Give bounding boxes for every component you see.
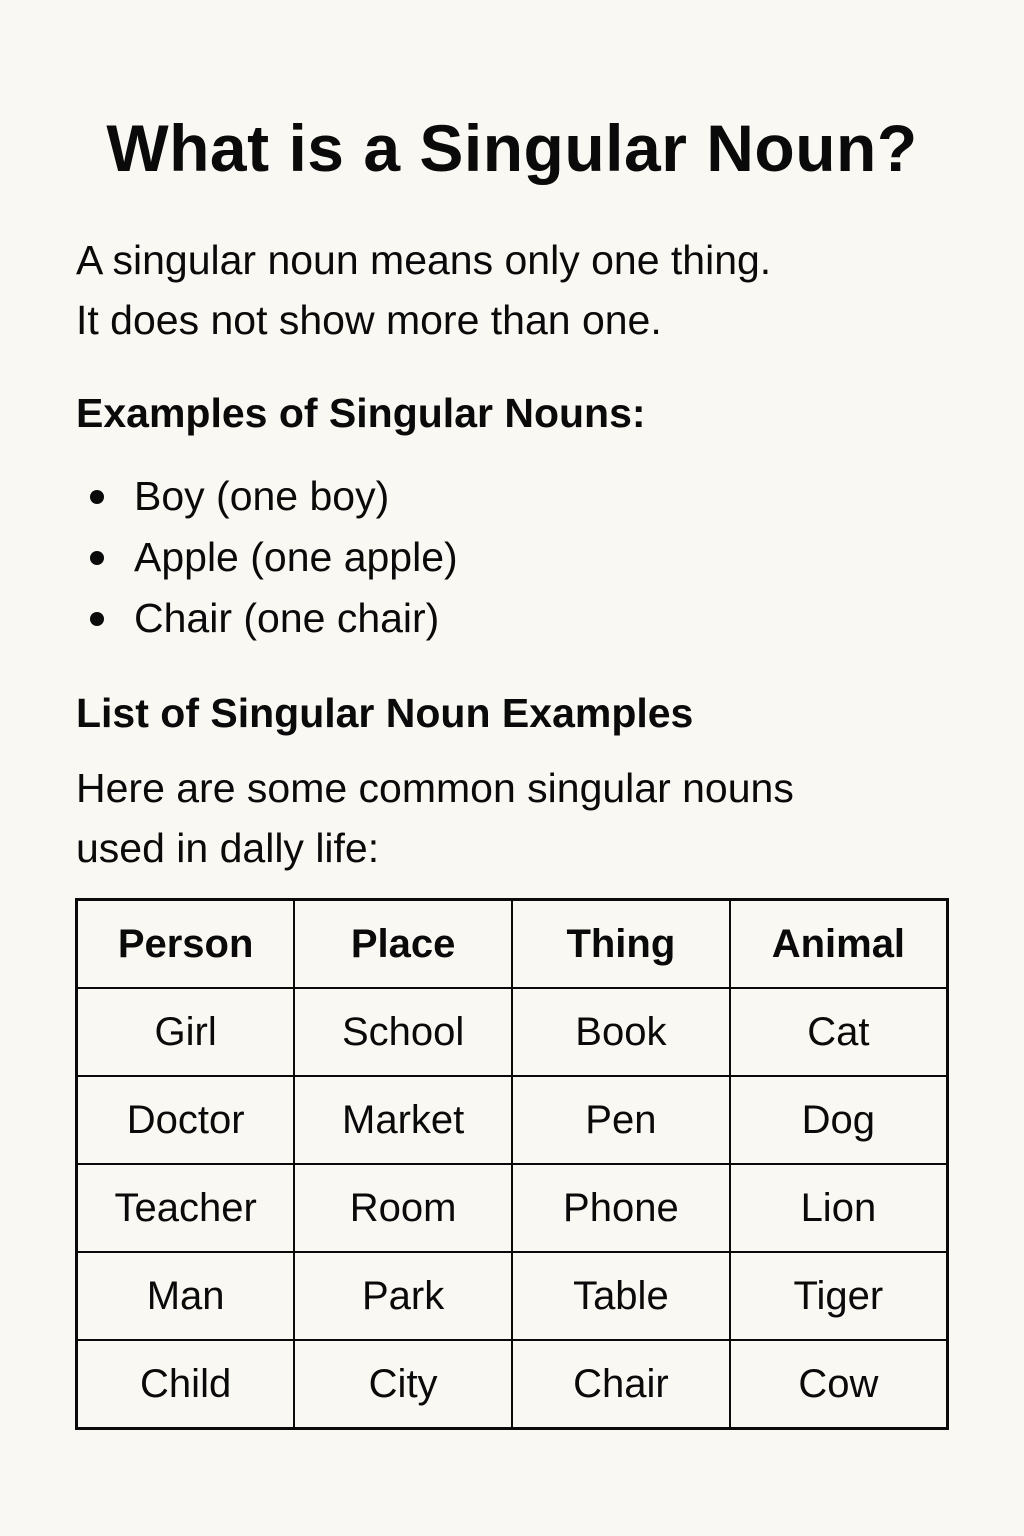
table-row	[77, 988, 948, 1076]
table-row	[77, 1164, 948, 1252]
table-cell: Man	[77, 1252, 295, 1340]
column-header-person: Person	[77, 900, 295, 989]
list-item-text: Chair (one chair)	[134, 595, 440, 641]
description-line: Here are some common singular nouns	[76, 765, 794, 811]
nouns-table	[75, 898, 949, 1430]
list-item-text: Boy (one boy)	[134, 473, 390, 519]
list-item	[76, 527, 458, 588]
table-cell: Cat	[730, 988, 948, 1076]
table-cell: Lion	[730, 1164, 948, 1252]
bullet-icon	[90, 551, 104, 565]
list-item	[76, 588, 458, 649]
table-row	[77, 1340, 948, 1429]
table-cell: Pen	[512, 1076, 730, 1164]
examples-heading: Examples of Singular Nouns:	[76, 390, 646, 436]
column-header-animal: Animal	[730, 900, 948, 989]
table-cell: Tiger	[730, 1252, 948, 1340]
intro-line: It does not show more than one.	[76, 297, 662, 343]
intro-line: A singular noun means only one thing.	[76, 237, 772, 283]
table-cell: Phone	[512, 1164, 730, 1252]
table-cell: School	[294, 988, 512, 1076]
table-cell: Teacher	[77, 1164, 295, 1252]
bullet-icon	[90, 490, 104, 504]
column-header-thing: Thing	[512, 900, 730, 989]
column-header-place: Place	[294, 900, 512, 989]
table-cell: City	[294, 1340, 512, 1429]
examples-list	[76, 466, 458, 649]
table-cell: Child	[77, 1340, 295, 1429]
table-cell: Cow	[730, 1340, 948, 1429]
list-item-text: Apple (one apple)	[134, 534, 458, 580]
description-line: used in dally life:	[76, 825, 380, 871]
table-cell: Park	[294, 1252, 512, 1340]
table-row	[77, 1076, 948, 1164]
table-cell: Book	[512, 988, 730, 1076]
table-cell: Table	[512, 1252, 730, 1340]
table-cell: Girl	[77, 988, 295, 1076]
table-cell: Chair	[512, 1340, 730, 1429]
table-cell: Market	[294, 1076, 512, 1164]
table-row	[77, 1252, 948, 1340]
list-item	[76, 466, 458, 527]
table-cell: Doctor	[77, 1076, 295, 1164]
intro-paragraph	[76, 230, 771, 350]
page-title: What is a Singular Noun?	[106, 111, 918, 185]
table-header-row	[77, 900, 948, 989]
list-heading: List of Singular Noun Examples	[76, 690, 694, 736]
list-description	[76, 758, 794, 878]
table-cell: Dog	[730, 1076, 948, 1164]
bullet-icon	[90, 612, 104, 626]
table-cell: Room	[294, 1164, 512, 1252]
